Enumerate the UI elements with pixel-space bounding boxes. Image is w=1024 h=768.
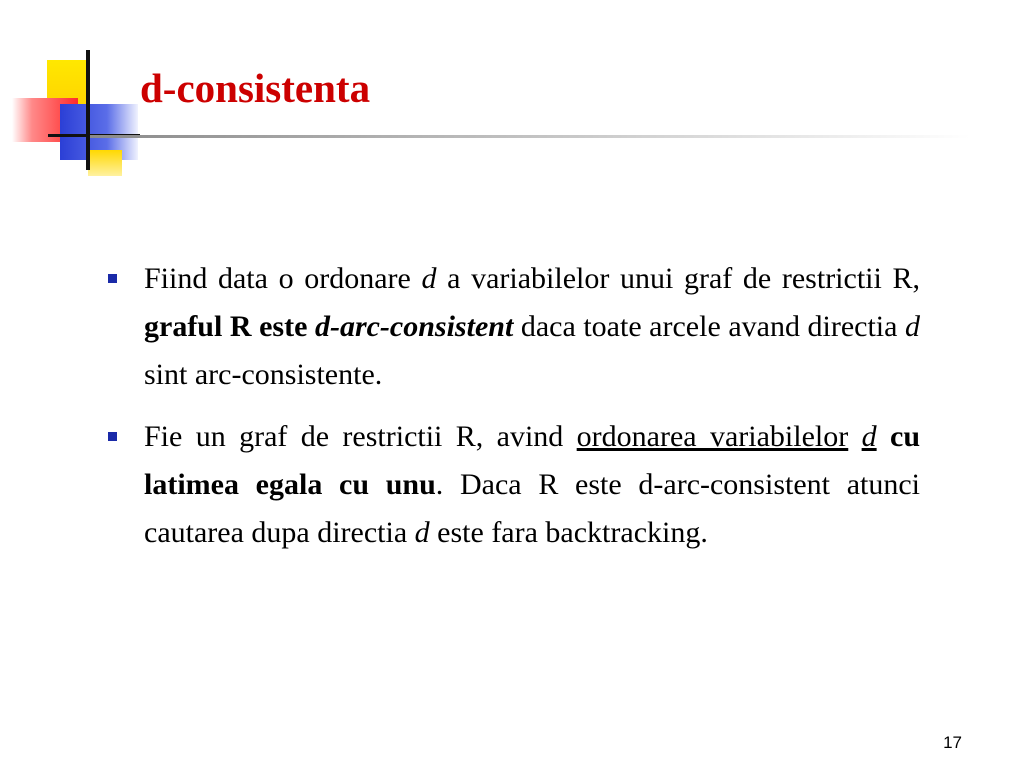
text-segment: cu latimea egala cu unu (144, 420, 920, 501)
text-segment: Fiind data o ordonare (144, 262, 422, 295)
bullet-text (144, 255, 920, 399)
text-segment: graful R este (144, 310, 315, 343)
decorative-squares-logo-icon (0, 0, 150, 190)
text-segment: . Daca R este d-arc-consistent atunci cautarea dupa directia (144, 468, 920, 549)
bullet-text (144, 413, 920, 557)
logo-yellow-small-square (88, 150, 122, 176)
text-segment (877, 420, 890, 453)
text-segment (848, 420, 861, 453)
text-segment: Fie un graf de restrictii R, avind (144, 420, 577, 453)
bullet-item (100, 255, 920, 399)
text-segment: d (414, 516, 430, 549)
bullet-list (100, 255, 920, 571)
title-divider (90, 135, 970, 138)
text-segment: daca toate arcele avand directia (513, 310, 905, 343)
text-segment: a variabilelor unui graf de restrictii R, (436, 262, 920, 295)
square-bullet-icon (108, 274, 117, 283)
text-segment: d (905, 310, 920, 343)
slide-title: d-consistenta (140, 65, 371, 111)
square-bullet-icon (108, 432, 117, 441)
text-segment: d (861, 420, 877, 453)
page-number: 17 (943, 733, 962, 752)
text-segment: este fara backtracking. (429, 516, 708, 549)
text-segment: d (421, 262, 437, 295)
text-segment: ordonarea variabilelor (576, 420, 849, 453)
text-segment: sint arc-consistente. (144, 358, 383, 391)
bullet-item (100, 413, 920, 557)
logo-vertical-line (86, 50, 90, 170)
text-segment: d-arc-consistent (314, 310, 514, 343)
